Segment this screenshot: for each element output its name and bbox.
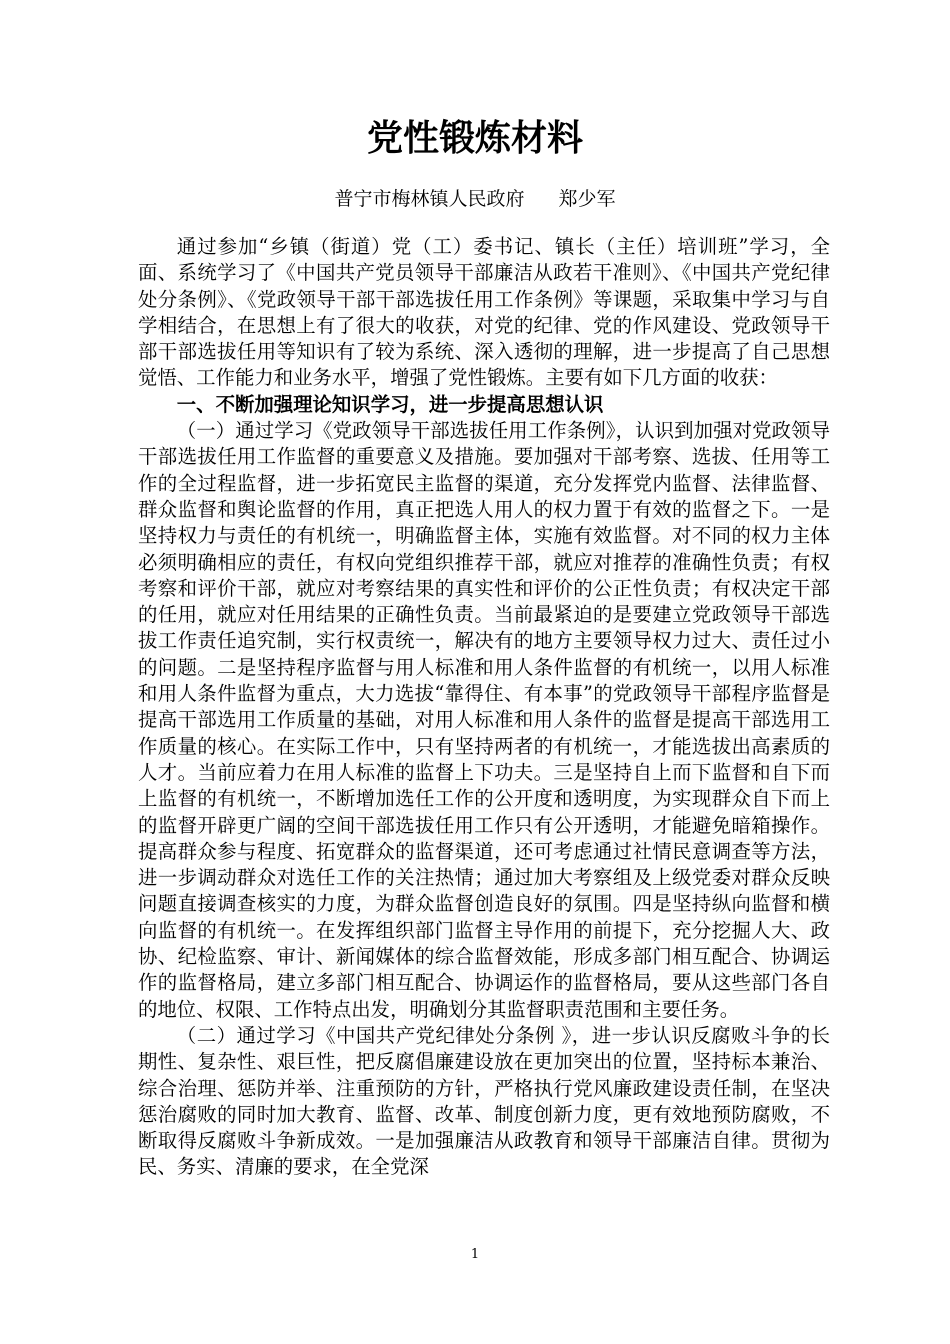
author-byline [0,184,950,214]
author-name: 郑少军 [558,188,616,210]
section-heading: 一、不断加强理论知识学习，进一步提高思想认识 [176,392,604,416]
document-title: 党性锻炼材料 [366,117,583,159]
author-organization: 普宁市梅林镇人民政府 [334,188,525,210]
paragraph-intro: 通过参加“乡镇（街道）党（工）委书记、镇长（主任）培训班”学习，全面、系统学习了《中国共产党员领导干部廉洁从政若干准则》、《中国共产党纪律处分条例》、《党政领导干部干部选拔任用工作条例》等课题，采取集中学习与自学相结合，在思想上有了很大的收获，对党的纪律、党的作风建设、党政领导干部干部选拔任用等知识有了较为系统、深入透彻的理解，进一步提高了自己思想觉悟、工作能力和业务水平，增强了党性锻炼。主要有如下几方面的收获： [138,235,830,390]
paragraph-section-1: （一）通过学习《党政领导干部选拔任用工作条例》，认识到加强对党政领导干部选拔任用工作监督的重要意义及措施。要加强对干部考察、选拔、任用等工作的全过程监督，进一步拓宽民主监督的渠道，充分发挥党内监督、法律监督、群众监督和舆论监督的作用，真正把选人用人的权力置于有效的监督之下。一是坚持权力与责任的有机统一，明确监督主体，实施有效监督。对不同的权力主体必须明确相应的责任，有权向党组织推荐干部，就应对推荐的准确性负责；有权考察和评价干部，就应对考察结果的真实性和评价的公正性负责；有权决定干部的任用，就应对任用结果的正确性负责。当前最紧迫的是要建立党政领导干部选拔工作责任追究制，实行权责统一，解决有的地方主要领导权力过大、责任过小的问题。二是坚持程序监督与用人标准和用人条件监督的有机统一，以用人标准和用人条件监督为重点，大力选拔“靠得住、有本事”的党政领导干部程序监督是提高干部选用工作质量的基础，对用人标准和用人条件的监督是提高干部选用工作质量的核心。在实际工作中，只有坚持两者的有机统一，才能选拔出高素质的人才。当前应着力在用人标准的监督上下功夫。三是坚持自上而下监督和自下而上监督的有机统一，不断增加选任工作的公开度和透明度，为实现群众自下而上的监督开辟更广阔的空间干部选拔任用工作只有公开透明，才能避免暗箱操作。提高群众参与程度、拓宽群众的监督渠道，还可考虑通过社情民意调查等方法，进一步调动群众对选任工作的关注热情；通过加大考察组及上级党委对群众反映问题直接调查核实的力度，为群众监督创造良好的氛围。四是坚持纵向监督和横向监督的有机统一。在发挥组织部门监督主导作用的前提下，充分挖掘人大、政协、纪检监察、审计、新闻媒体的综合监督效能，形成多部门相互配合、协调运作的监督格局，建立多部门相互配合、协调运作的监督格局，要从这些部门各自的地位、权限、工作特点出发，明确划分其监督职责范围和主要任务。 [138,419,830,1021]
paragraph-section-2: （二）通过学习《中国共产党纪律处分条例 》，进一步认识反腐败斗争的长期性、复杂性、艰巨性，把反腐倡廉建设放在更加突出的位置，坚持标本兼治、综合治理、惩防并举、注重预防的方针，严格执行党风廉政建设责任制，在坚决惩治腐败的同时加大教育、监督、改革、制度创新力度，更有效地预防腐败，不断取得反腐败斗争新成效。一是加强廉洁从政教育和领导干部廉洁自律。贯彻为民、务实、清廉的要求，在全党深 [138,1023,830,1179]
document-body [138,234,830,1181]
page-number: 1 [470,1247,480,1262]
